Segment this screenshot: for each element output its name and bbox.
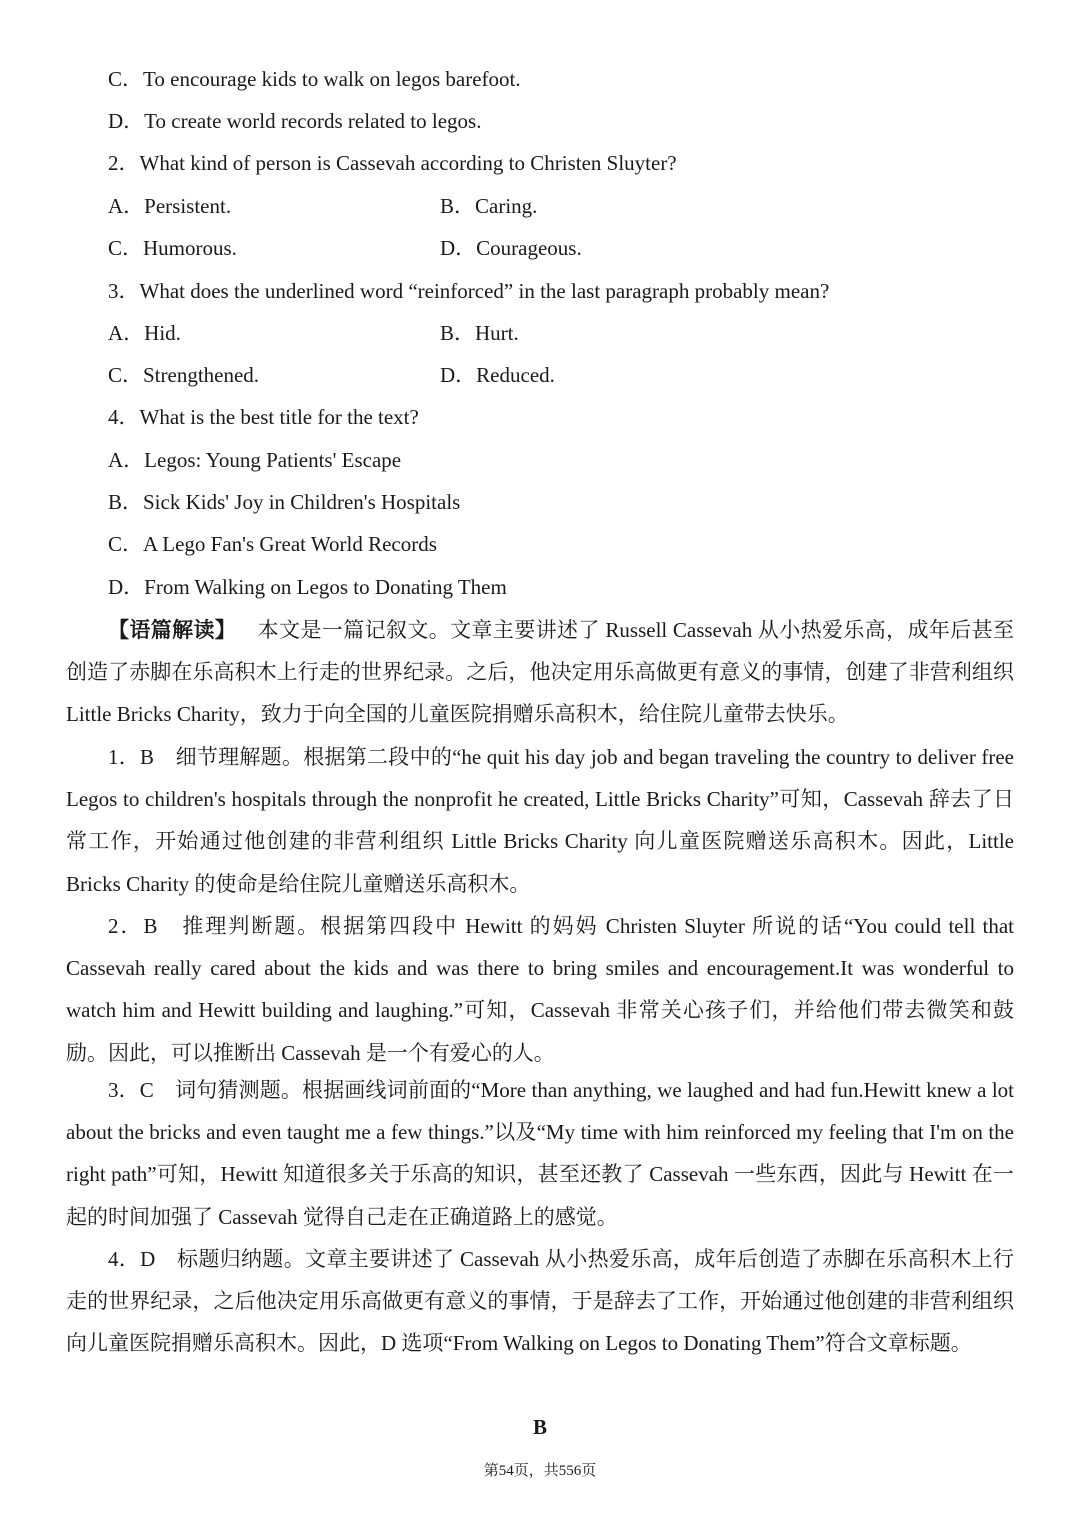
q3-option-b: B．Hurt.: [440, 321, 519, 345]
q3-option-a: A．Hid.: [108, 321, 181, 345]
q3-stem: 3．What does the underlined word “reinforced” in the last paragraph probably mean?: [108, 279, 830, 303]
analysis-heading: 【语篇解读】: [108, 618, 237, 642]
q2-option-d: D．Courageous.: [440, 236, 582, 260]
q2-option-a: A．Persistent.: [108, 194, 232, 218]
answer-1-explanation: 1．B 细节理解题。根据第二段中的“he quit his day job and began traveling the country to deliver free Legos to children's hospitals through the nonprofit he created, Little Bricks Charity”可知，Cassevah 辞去了日常工作，开始通过他创建的非营利组织 Little Bricks Charity 向儿童医院赠送乐高积木。因此，Little Bricks Charity 的使命是给住院儿童赠送乐高积木。: [66, 745, 1014, 896]
answer-3-explanation: 3．C 词句猜测题。根据画线词前面的“More than anything, we laughed and had fun.Hewitt knew a lot about the bricks and even taught me a few things.”以及“My time with him reinforced my feeling that I'm on the right path”可知，Hewitt 知道很多关于乐高的知识，甚至还教了 Cassevah 一些东西，因此与 Hewitt 在一起的时间加强了 Cassevah 觉得自己走在正确道路上的感觉。: [66, 1078, 1014, 1229]
q4-option-b: B．Sick Kids' Joy in Children's Hospitals: [108, 490, 461, 514]
q2-stem: 2．What kind of person is Cassevah according to Christen Sluyter?: [108, 151, 677, 175]
q2-option-c: C．Humorous.: [108, 236, 237, 260]
answer-2-explanation: 2．B 推理判断题。根据第四段中 Hewitt 的妈妈 Christen Sluyter 所说的话“You could tell that Cassevah really cared about the kids and was there to bring smiles and encouragement.It was wonderful to watch him and Hewitt building and laughing.”可知，Cassevah 非常关心孩子们，并给他们带去微笑和鼓励。因此，可以推断出 Cassevah 是一个有爱心的人。: [66, 914, 1014, 1065]
q3-option-c: C．Strengthened.: [108, 363, 260, 387]
q4-option-a: A．Legos: Young Patients' Escape: [108, 448, 402, 472]
q1-option-d: D．To create world records related to legos.: [108, 109, 482, 133]
q4-stem: 4．What is the best title for the text?: [108, 405, 419, 429]
q4-option-c: C．A Lego Fan's Great World Records: [108, 532, 437, 556]
section-label: B: [532, 1415, 547, 1439]
q3-option-d: D．Reduced.: [440, 363, 555, 387]
q4-option-d: D．From Walking on Legos to Donating Them: [108, 575, 507, 599]
page-footer: 第54页，共556页: [483, 1463, 597, 1479]
q1-option-c: C．To encourage kids to walk on legos barefoot.: [108, 67, 521, 91]
q2-option-b: B．Caring.: [440, 194, 538, 218]
answer-4-explanation: 4．D 标题归纳题。文章主要讲述了 Cassevah 从小热爱乐高，成年后创造了赤脚在乐高积木上行走的世界纪录，之后他决定用乐高做更有意义的事情，于是辞去了工作，开始通过他创建的非营利组织向儿童医院捐赠乐高积木。因此，D 选项“From Walking on Legos to Donating Them”符合文章标题。: [66, 1247, 1014, 1356]
analysis-summary: [66, 609, 1014, 736]
analysis-summary-text: 本文是一篇记叙文。文章主要讲述了 Russell Cassevah 从小热爱乐高，成年后甚至创造了赤脚在乐高积木上行走的世界纪录。之后，他决定用乐高做更有意义的事情，创建了非营利组织 Little Bricks Charity，致力于向全国的儿童医院捐赠乐高积木，给住院儿童带去快乐。: [66, 618, 1015, 727]
